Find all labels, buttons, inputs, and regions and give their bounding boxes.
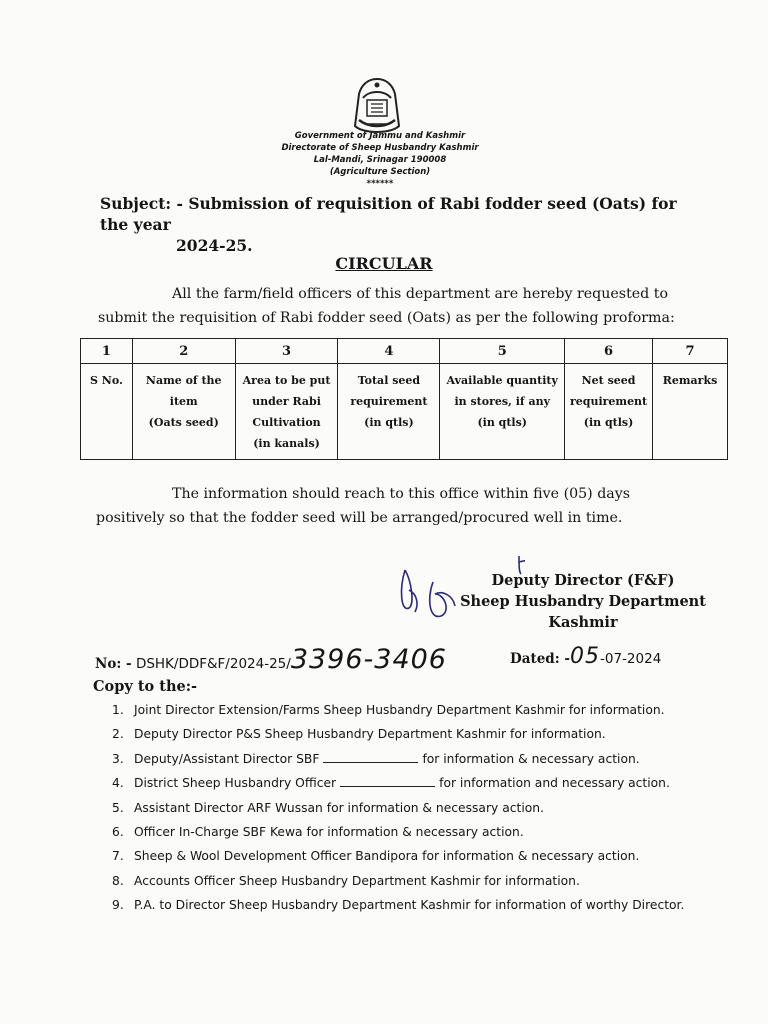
subject [100, 193, 700, 256]
header-line: requirement [350, 395, 428, 408]
header-line: Available quantity [446, 374, 558, 387]
header-line: (Oats seed) [148, 416, 219, 429]
table-col-number: 5 [440, 339, 565, 364]
copy-to-list [112, 698, 732, 918]
copy-to-title: Copy to the:- [93, 678, 198, 695]
list-text: Sheep & Wool Development Officer Bandipora for information & necessary action. [134, 849, 640, 864]
reference-label: No: - [95, 656, 132, 672]
circular-title: CIRCULAR [335, 254, 433, 273]
table-col-number: 7 [653, 339, 728, 364]
list-item [112, 722, 732, 746]
list-text: P.A. to Director Sheep Husbandry Department Kashmir for information of worthy Director. [134, 898, 685, 913]
dated-day: 05 [570, 644, 601, 669]
header-directorate: Directorate of Sheep Husbandry Kashmir [281, 143, 479, 153]
table-col-number: 6 [565, 339, 653, 364]
deadline-paragraph [96, 482, 718, 530]
header-government: Government of Jammu and Kashmir [294, 131, 466, 141]
header-line: Net seed [581, 374, 636, 387]
list-item [112, 820, 732, 844]
intro-line2: submit the requisition of Rabi fodder seed (Oats) as per the following proforma: [98, 310, 675, 326]
subject-line1: Submission of requisition of Rabi fodder seed (Oats) for the year [100, 194, 677, 234]
header-line: Area to be put [242, 374, 331, 387]
list-item [112, 844, 732, 868]
intro-paragraph [98, 282, 720, 330]
list-text: Joint Director Extension/Farms Sheep Husbandry Department Kashmir for information. [134, 703, 665, 717]
dated-label: Dated: - [510, 651, 571, 667]
list-item [112, 698, 732, 722]
list-item [112, 747, 732, 771]
list-text: Officer In-Charge SBF Kewa for information & necessary action. [134, 824, 524, 839]
subject-label: Subject: - [100, 194, 183, 213]
subject-line2: 2024-25. [176, 236, 253, 255]
table-col-number: 3 [235, 339, 338, 364]
list-number: 7. [112, 849, 124, 864]
table-header-row [81, 364, 728, 460]
list-item [112, 796, 732, 820]
proforma-table [80, 338, 728, 460]
header-line: Remarks [662, 374, 718, 387]
government-emblem-icon [349, 76, 405, 138]
header-available-quantity [440, 364, 565, 460]
blank-line [323, 752, 418, 763]
list-text: District Sheep Husbandry Officer [134, 776, 337, 791]
list-number: 2. [112, 727, 124, 742]
header-item-name [132, 364, 235, 460]
table-col-number: 1 [81, 339, 133, 364]
list-number: 4. [112, 776, 124, 791]
header-net-seed [565, 364, 653, 460]
deadline-line1: The information should reach to this office within five (05) days [172, 486, 631, 502]
header-line: in stores, if any [454, 395, 550, 408]
header-line: under Rabi [252, 395, 321, 408]
deadline-line2: positively so that the fodder seed will be arranged/procured well in time. [96, 510, 623, 526]
reference-handwritten: 3396-3406 [290, 644, 447, 675]
header-total-seed [338, 364, 440, 460]
list-item [112, 893, 732, 917]
list-text: Accounts Officer Sheep Husbandry Department Kashmir for information. [134, 873, 580, 888]
header-line: Name of the [145, 374, 222, 387]
blank-line [340, 776, 435, 787]
header-line: requirement [569, 395, 648, 408]
header-remarks [653, 364, 728, 460]
header-line: (in kanals) [253, 437, 320, 450]
header-line: Total seed [357, 374, 421, 387]
signature-location: Kashmir [548, 614, 618, 631]
table-col-number: 4 [338, 339, 440, 364]
list-number: 9. [112, 898, 124, 913]
list-number: 8. [112, 873, 124, 888]
list-text-after: for information and necessary action. [439, 776, 670, 791]
list-text: Assistant Director ARF Wussan for information & necessary action. [134, 800, 544, 815]
header-line: (in qtls) [477, 416, 527, 429]
list-text: Deputy/Assistant Director SBF [134, 751, 320, 766]
header-line: Cultivation [252, 416, 321, 429]
list-number: 5. [112, 800, 124, 815]
list-item [112, 869, 732, 893]
header-area [235, 364, 338, 460]
header-line: item [169, 395, 198, 408]
dated [510, 644, 661, 669]
header-sno-text: S No. [90, 374, 123, 387]
reference-number [95, 644, 447, 675]
list-text: Deputy Director P&S Sheep Husbandry Department Kashmir for information. [134, 727, 606, 742]
signature-department: Sheep Husbandry Department [460, 593, 706, 610]
list-number: 1. [112, 703, 124, 717]
dated-rest: -07-2024 [600, 651, 662, 667]
header-section: (Agriculture Section) [329, 167, 431, 177]
table-col-number: 2 [132, 339, 235, 364]
header-line: (in qtls) [583, 416, 634, 429]
intro-line1: All the farm/field officers of this department are hereby requested to [172, 286, 669, 302]
list-number: 3. [112, 751, 124, 766]
header-stars: ****** [366, 179, 394, 189]
header-address: Lal-Mandi, Srinagar 190008 [313, 155, 447, 165]
signature-designation: Deputy Director (F&F) [491, 572, 675, 589]
list-number: 6. [112, 824, 124, 839]
signature-block [448, 570, 718, 633]
list-item [112, 771, 732, 795]
list-text-after: for information & necessary action. [422, 751, 640, 766]
header-sno [81, 364, 133, 460]
table-number-row [81, 339, 728, 364]
reference-prefix: DSHK/DDF&F/2024-25/ [135, 656, 291, 672]
header-line: (in qtls) [364, 416, 414, 429]
